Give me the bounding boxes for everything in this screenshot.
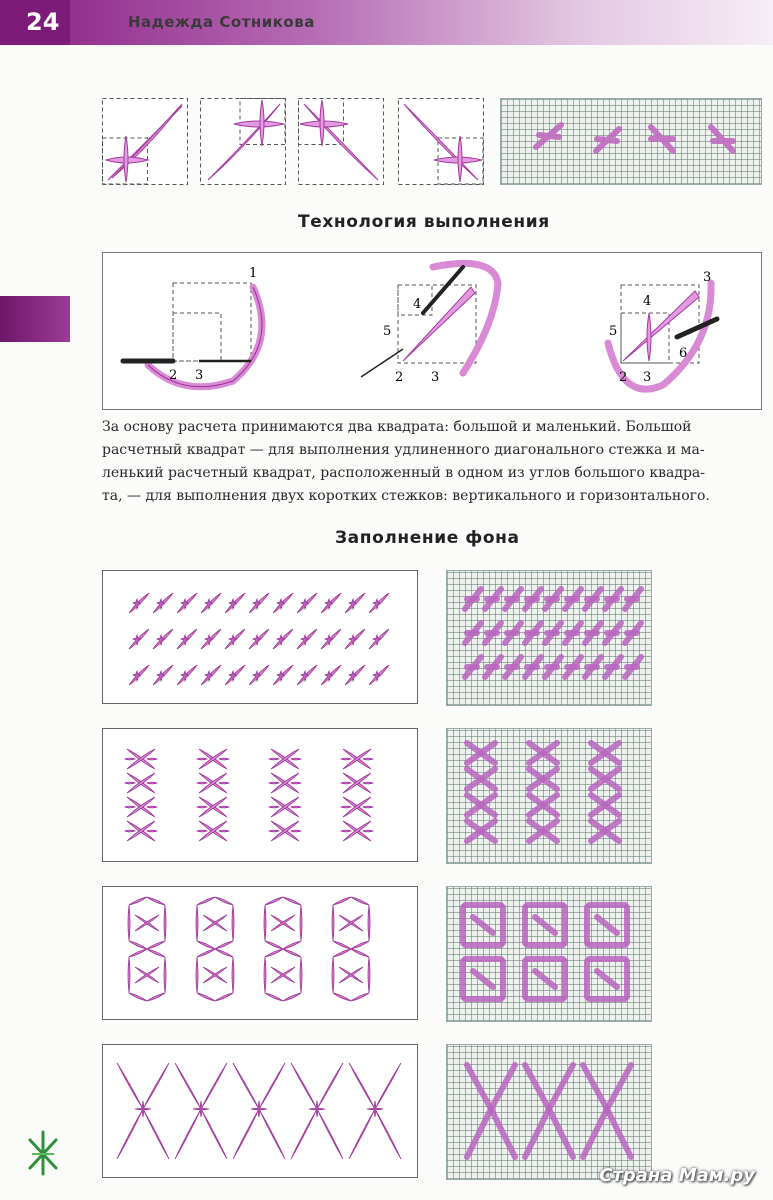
body-paragraph — [102, 416, 756, 508]
stitch-mark — [215, 993, 233, 1001]
stitch-mark — [283, 949, 301, 957]
stitch-mark — [219, 758, 229, 760]
stitch-mark — [197, 830, 207, 832]
thread-mark — [525, 1065, 549, 1109]
stitch-mark — [197, 897, 215, 905]
stitch-mark — [117, 1063, 143, 1109]
stitch-mark — [147, 806, 157, 808]
stitch-mark — [265, 993, 283, 1001]
technique-step-2 — [361, 263, 498, 385]
stitch-mark — [129, 949, 147, 957]
pattern-photo-3 — [446, 886, 652, 1022]
thread-mark — [549, 1109, 573, 1157]
technique-step-1 — [123, 266, 262, 387]
stitch-mark — [208, 599, 210, 609]
stitch-mark — [265, 941, 283, 949]
stitch-mark — [280, 599, 282, 609]
stitch-mark — [300, 957, 302, 993]
stitch-mark — [363, 830, 373, 832]
stitch-mark — [175, 1063, 201, 1109]
stitch-mark — [129, 993, 147, 1001]
pattern-diagram-3 — [102, 886, 418, 1020]
stitch-mark — [264, 905, 266, 941]
stitch-mark — [125, 758, 135, 760]
body-line-1: За основу расчета принимаются два квадрата: большой и маленький. Большой — [102, 419, 692, 435]
stitch-mark — [368, 957, 370, 993]
stitch-mark — [208, 671, 210, 681]
step1-label-2: 2 — [169, 368, 178, 383]
pattern-diagram-1 — [102, 570, 418, 704]
step3-label-6: 6 — [679, 346, 688, 361]
stitch-mark — [219, 806, 229, 808]
stitch-mark — [219, 782, 229, 784]
step1-label-1: 1 — [249, 266, 258, 281]
technique-step-3 — [608, 270, 717, 389]
body-line-3: ленький расчетный квадрат, расположенный в одном из углов большого квадра- — [102, 465, 706, 481]
stitch-mark — [341, 782, 351, 784]
stitch-mark — [197, 782, 207, 784]
stitch-mark — [232, 599, 234, 609]
stitch-mark — [265, 949, 283, 957]
pattern-diagram-2 — [102, 728, 418, 862]
stitch-mark — [128, 905, 130, 941]
pattern-photo-2-threads — [447, 729, 651, 863]
stitch-mark — [304, 671, 306, 681]
stitch-mark — [142, 1101, 144, 1117]
stitch-mark — [317, 1109, 343, 1159]
stitch-mark — [184, 671, 186, 681]
stitch-mark — [196, 957, 198, 993]
stitch-mark — [160, 671, 162, 681]
stitch-diagram-4 — [398, 98, 484, 185]
stitch-mark — [143, 1063, 169, 1109]
stitch-mark — [291, 1063, 317, 1109]
pattern-photo-3-threads — [447, 887, 651, 1021]
body-line-2: расчетный квадрат — для выполнения удлиненного диагонального стежка и ма- — [102, 442, 705, 458]
thread-mark — [597, 917, 617, 933]
page-number: 24 — [0, 0, 70, 45]
stitch-mark — [117, 1109, 143, 1159]
stitch-mark — [328, 599, 330, 609]
stitch-mark — [328, 635, 330, 645]
stitch-mark — [233, 1063, 259, 1109]
step2-label-3: 3 — [431, 370, 440, 385]
stitch-mark — [351, 941, 369, 949]
stitch-mark — [128, 957, 130, 993]
stitch-mark — [215, 949, 233, 957]
header-bar — [0, 0, 773, 45]
step3-label-3: 3 — [643, 370, 652, 385]
stitch-mark — [232, 905, 234, 941]
stitch-mark — [197, 993, 215, 1001]
step2-label-4: 4 — [413, 297, 422, 312]
step1-label-3: 3 — [195, 368, 204, 383]
technique-steps-illustration — [103, 253, 761, 409]
stitch-mark — [164, 905, 166, 941]
stitch-mark — [332, 957, 334, 993]
stitch-diagram-1 — [102, 98, 188, 185]
step2-label-5: 5 — [383, 324, 392, 339]
thread-mark — [525, 1109, 549, 1157]
watermark: Страна Мам.ру — [599, 1165, 755, 1186]
stitch-mark — [143, 1109, 169, 1159]
stitch-mark — [291, 830, 301, 832]
stitch-mark — [136, 671, 138, 681]
stitch-mark — [363, 758, 373, 760]
stitch-mark — [376, 599, 378, 609]
stitch-mark — [259, 1109, 285, 1159]
step3-label-4: 4 — [643, 294, 652, 309]
stitch-mark — [328, 671, 330, 681]
stitch-diagram-3 — [298, 98, 384, 185]
stitch-mark — [349, 1063, 375, 1109]
stitch-mark — [201, 1063, 227, 1109]
pattern-2-stitches — [103, 729, 417, 861]
author-name: Надежда Сотникова — [128, 13, 315, 31]
stitch-mark — [264, 957, 266, 993]
stitch-mark — [363, 782, 373, 784]
pattern-photo-2 — [446, 728, 652, 864]
stitch-mark — [147, 897, 165, 905]
thread-mark — [473, 971, 493, 987]
technique-diagram-frame — [102, 252, 762, 410]
step2-label-2: 2 — [395, 370, 404, 385]
thread-mark — [607, 1065, 631, 1109]
thread-mark — [535, 917, 555, 933]
section-title-technique: Технология выполнения — [298, 212, 550, 232]
stitch-mark — [208, 635, 210, 645]
stitch-mark — [375, 1109, 401, 1159]
stitch-mark — [147, 993, 165, 1001]
stitch-mark — [125, 830, 135, 832]
stitch-mark — [351, 949, 369, 957]
thread-mark — [491, 1065, 515, 1109]
stitch-mark — [291, 806, 301, 808]
stitch-mark — [196, 905, 198, 941]
stitch-mark — [147, 758, 157, 760]
stitch-mark — [374, 1101, 376, 1117]
stitch-mark — [197, 758, 207, 760]
stitch-mark — [258, 1101, 260, 1117]
stitch-mark — [368, 905, 370, 941]
stitch-sample-photo — [500, 98, 762, 185]
stitch-mark — [333, 941, 351, 949]
stitch-mark — [375, 1063, 401, 1109]
pattern-photo-1-threads — [447, 571, 651, 705]
thread-mark — [467, 1109, 491, 1157]
stitch-mark — [352, 599, 354, 609]
stitch-mark — [197, 949, 215, 957]
stitch-mark — [233, 1109, 259, 1159]
stitch-mark — [304, 599, 306, 609]
stitch-mark — [269, 758, 279, 760]
thread-mark — [491, 1109, 515, 1157]
stitch-mark — [201, 1109, 227, 1159]
stitch-mark — [304, 635, 306, 645]
stitch-mark — [184, 599, 186, 609]
step3-label-2: 2 — [619, 370, 628, 385]
stitch-sample-threads — [501, 99, 763, 186]
stitch-mark — [184, 635, 186, 645]
pattern-1-stitches — [103, 571, 417, 703]
stitch-mark — [317, 1063, 343, 1109]
body-line-4: та, — для выполнения двух коротких стежков: вертикального и горизонтального. — [102, 488, 710, 504]
stitch-mark — [129, 941, 147, 949]
stitch-mark — [175, 1109, 201, 1159]
stitch-mark — [316, 1101, 318, 1117]
stitch-mark — [363, 806, 373, 808]
stitch-mark — [269, 782, 279, 784]
stitch-mark — [125, 806, 135, 808]
pattern-diagram-4 — [102, 1044, 418, 1178]
stitch-mark — [291, 1109, 317, 1159]
stitch-mark — [341, 830, 351, 832]
stitch-mark — [256, 635, 258, 645]
stitch-mark — [291, 758, 301, 760]
stitch-mark — [351, 897, 369, 905]
stitch-mark — [352, 671, 354, 681]
stitch-mark — [160, 599, 162, 609]
stitch-mark — [147, 949, 165, 957]
pattern-photo-1 — [446, 570, 652, 706]
stitch-mark — [352, 635, 354, 645]
pattern-photo-4-threads — [447, 1045, 651, 1179]
thread-mark — [535, 971, 555, 987]
stitch-mark — [351, 993, 369, 1001]
stitch-mark — [259, 1063, 285, 1109]
stitch-mark — [300, 905, 302, 941]
stitch-mark — [232, 957, 234, 993]
stitch-mark — [197, 941, 215, 949]
stitch-mark — [200, 1101, 202, 1117]
pattern-3-stitches — [103, 887, 417, 1019]
pattern-photo-4 — [446, 1044, 652, 1180]
stitch-mark — [160, 635, 162, 645]
stitch-mark — [283, 941, 301, 949]
thread-mark — [583, 1109, 607, 1157]
stitch-mark — [125, 782, 135, 784]
thread-mark — [549, 1065, 573, 1109]
stitch-diagram-2 — [200, 98, 286, 185]
stitch-mark — [197, 806, 207, 808]
stitch-mark — [147, 782, 157, 784]
stitch-mark — [215, 941, 233, 949]
stitch-mark — [232, 635, 234, 645]
step3-label-3-top: 3 — [703, 270, 712, 285]
stitch-mark — [376, 635, 378, 645]
stitch-mark — [265, 897, 283, 905]
stitch-mark — [341, 758, 351, 760]
stitch-mark — [280, 635, 282, 645]
stitch-mark — [291, 782, 301, 784]
star-stitch-icon — [26, 1130, 60, 1176]
section-title-background: Заполнение фона — [335, 528, 520, 548]
stitch-mark — [283, 897, 301, 905]
stitch-mark — [333, 993, 351, 1001]
stitch-mark — [129, 897, 147, 905]
stitch-mark — [333, 897, 351, 905]
stitch-mark — [283, 993, 301, 1001]
thread-mark — [467, 1065, 491, 1109]
stitch-mark — [376, 671, 378, 681]
stitch-mark — [136, 599, 138, 609]
thread-mark — [597, 971, 617, 987]
stitch-mark — [147, 830, 157, 832]
step3-label-5: 5 — [609, 324, 618, 339]
thread-mark — [607, 1109, 631, 1157]
stitch-mark — [269, 806, 279, 808]
stitch-mark — [333, 949, 351, 957]
thread-mark — [583, 1065, 607, 1109]
thread-mark — [473, 917, 493, 933]
stitch-mark — [232, 671, 234, 681]
pattern-4-stitches — [103, 1045, 417, 1177]
stitch-mark — [215, 897, 233, 905]
stitch-mark — [332, 905, 334, 941]
stitch-mark — [164, 957, 166, 993]
stitch-mark — [136, 635, 138, 645]
stitch-mark — [256, 671, 258, 681]
stitch-mark — [147, 941, 165, 949]
stitch-mark — [349, 1109, 375, 1159]
side-tab-marker — [0, 296, 70, 342]
stitch-mark — [219, 830, 229, 832]
stitch-mark — [269, 830, 279, 832]
stitch-mark — [256, 599, 258, 609]
stitch-mark — [280, 671, 282, 681]
stitch-mark — [341, 806, 351, 808]
